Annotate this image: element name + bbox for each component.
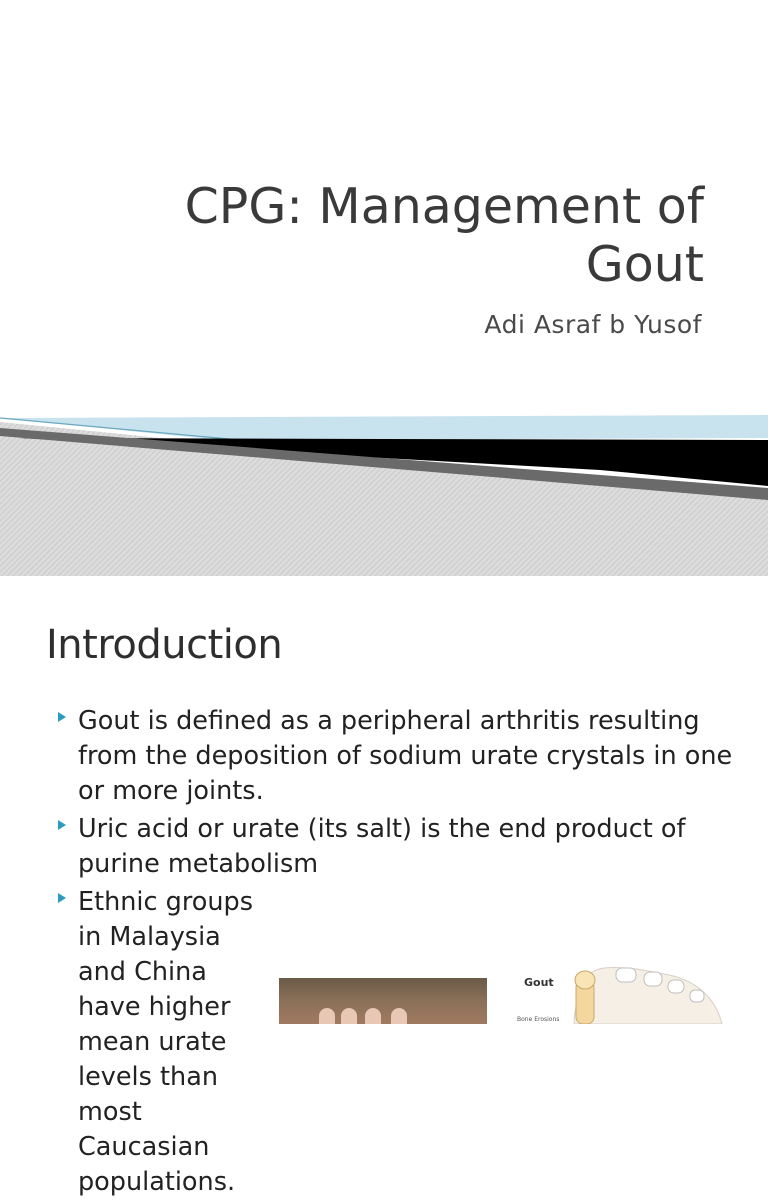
intro-heading: Introduction — [46, 622, 283, 668]
triangle-bullet-icon — [58, 820, 66, 830]
bullet-text: Ethnic groups in Malaysia and China have higher mean urate levels than most Caucasian populations. — [78, 887, 253, 1197]
foot-diagram — [514, 962, 724, 1024]
toe-shape — [341, 1008, 357, 1024]
title-slide — [0, 0, 768, 576]
bullet-list — [54, 704, 744, 1203]
bullet-item — [54, 704, 744, 809]
triangle-bullet-icon — [58, 893, 66, 903]
foot-bones-icon — [564, 962, 724, 1024]
bullet-item — [54, 812, 744, 882]
bullet-text: Uric acid or urate (its salt) is the end product of purine metabolism — [78, 814, 686, 879]
slide-title — [104, 178, 704, 294]
slide-title-line1: CPG: Management of — [184, 178, 704, 235]
slide-subtitle: Adi Asraf b Yusof — [484, 310, 702, 339]
bullet-text: Gout is defined as a peripheral arthritis resulting from the deposition of sodium urate crystals in one or more joints. — [78, 706, 733, 806]
toe-shape — [391, 1008, 407, 1024]
slide-title-line2: Gout — [585, 236, 704, 293]
bullet-item — [54, 885, 744, 1200]
toe-shape — [319, 1008, 335, 1024]
triangle-bullet-icon — [58, 712, 66, 722]
diagram-label: Gout — [524, 976, 554, 989]
toe-shape — [365, 1008, 381, 1024]
diagram-sublabel: Bone Erosions — [517, 1016, 560, 1023]
foot-photo — [279, 978, 487, 1024]
